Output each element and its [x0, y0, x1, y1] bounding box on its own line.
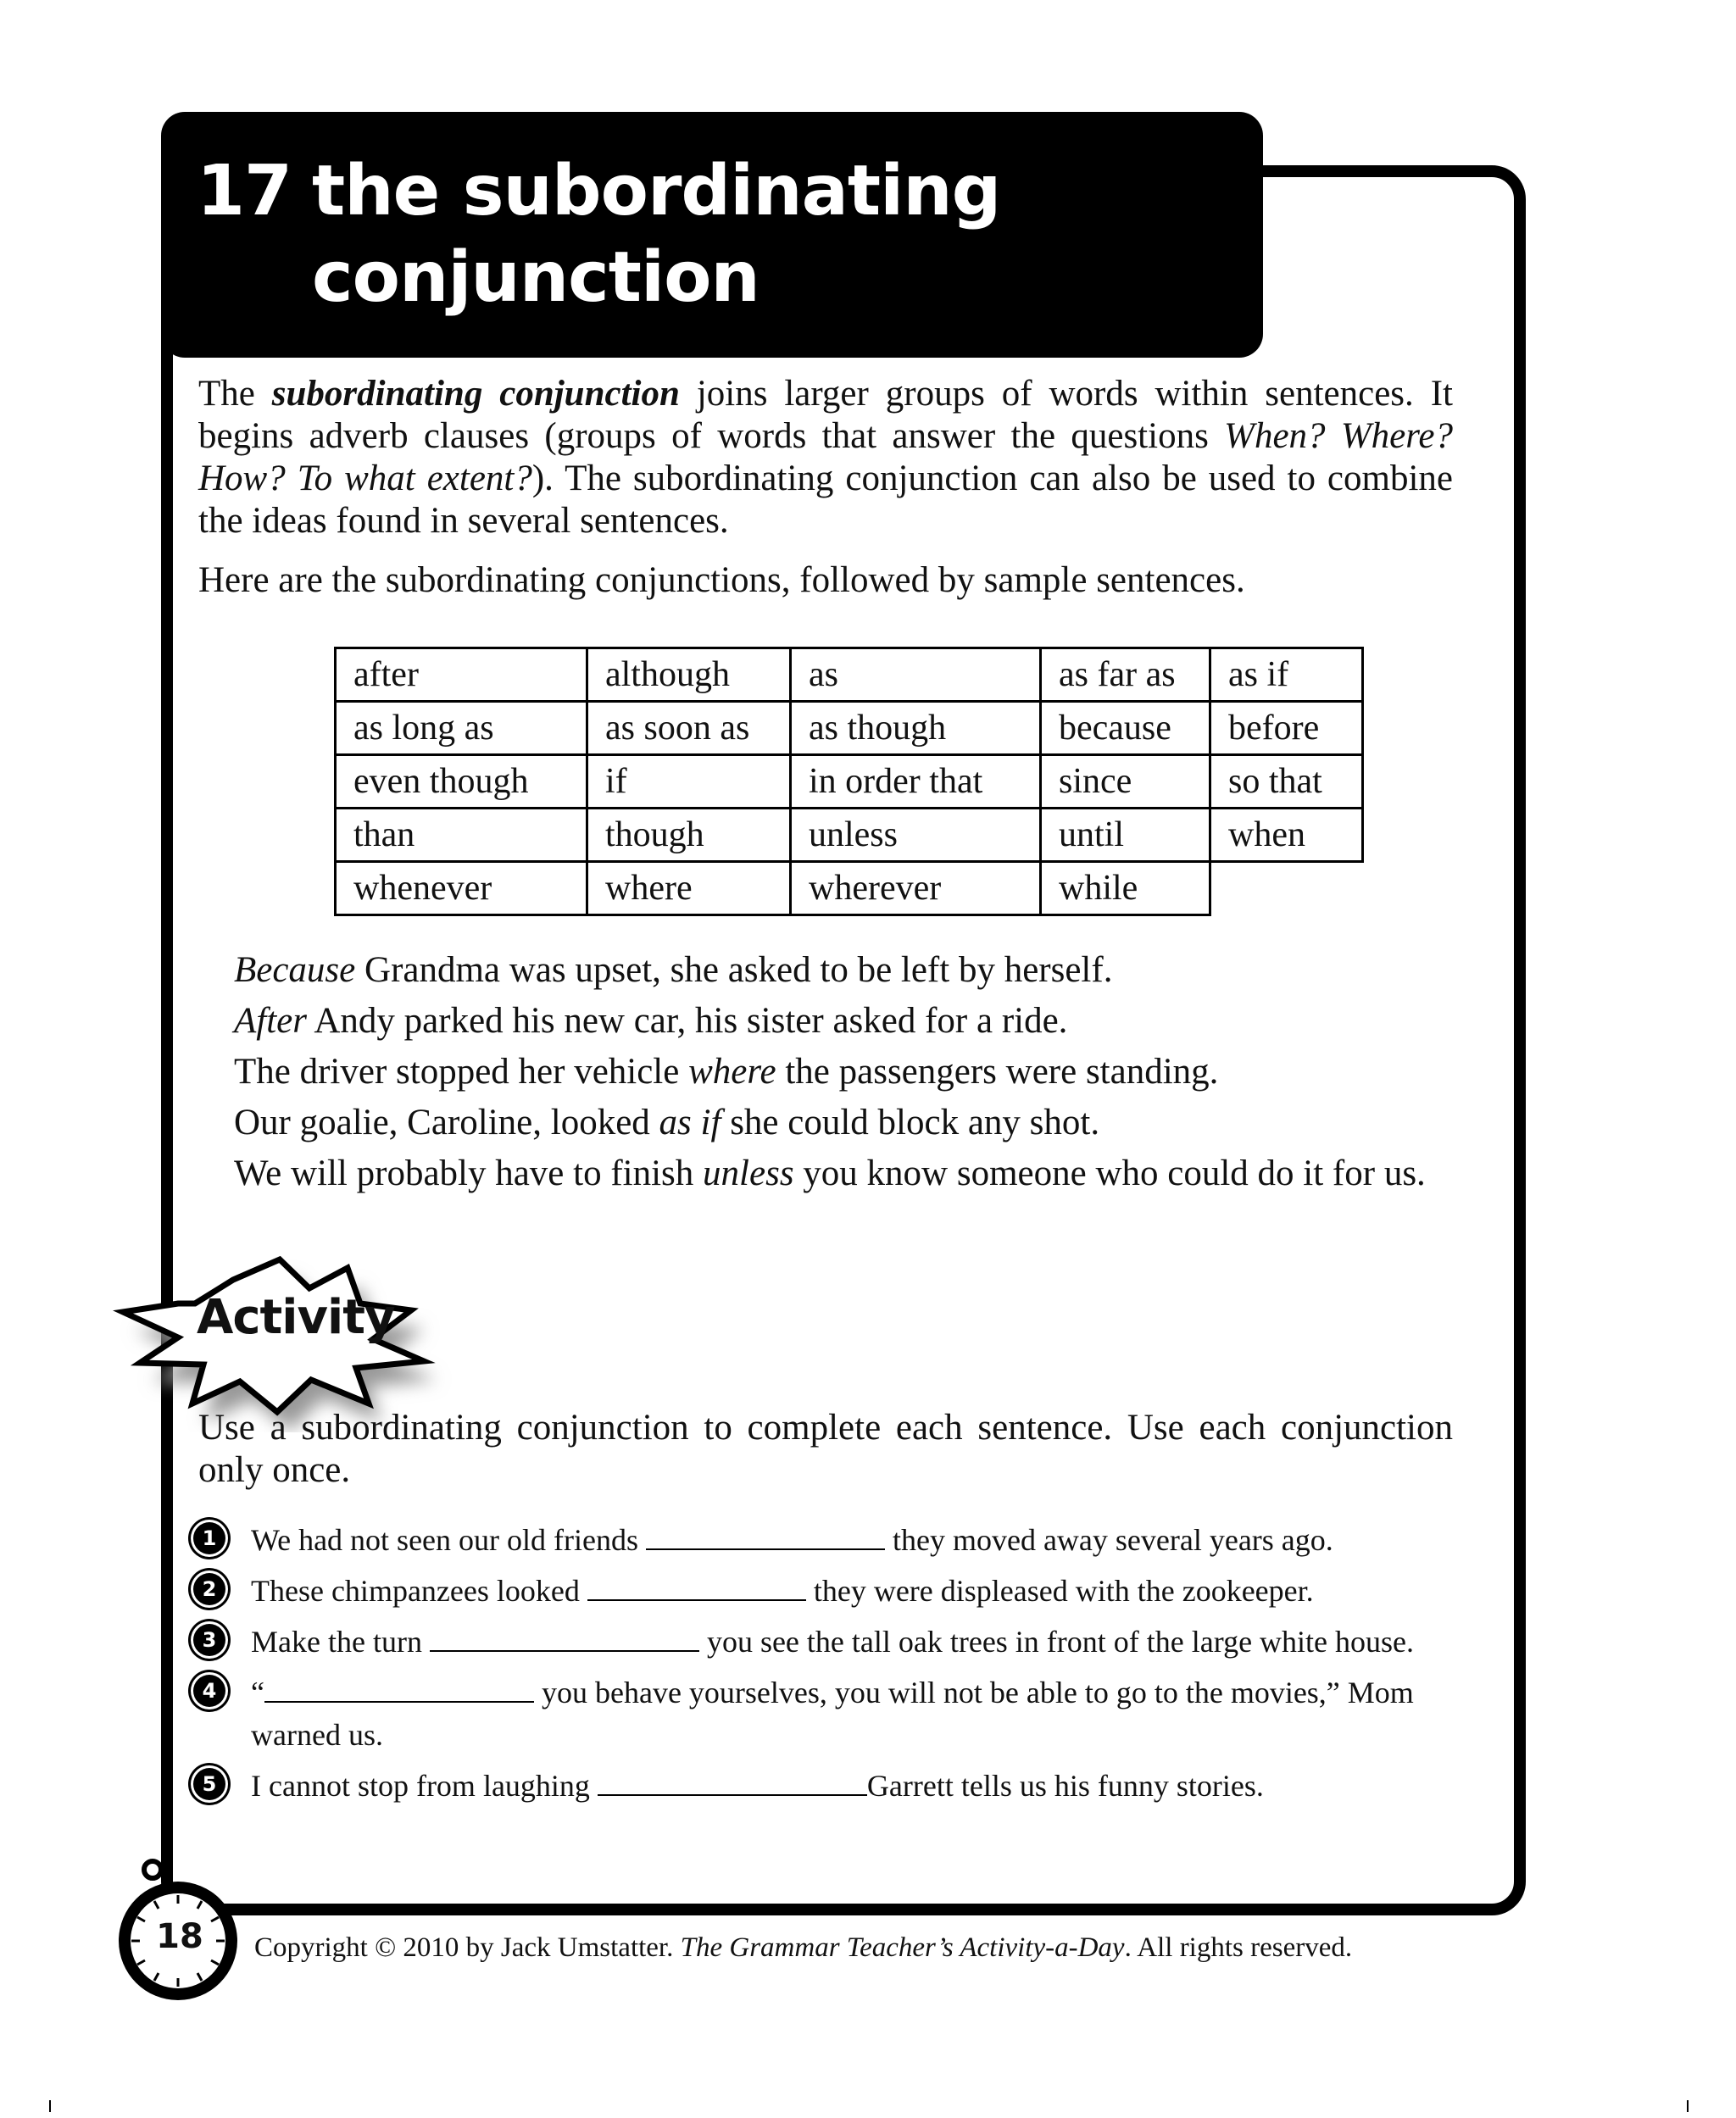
page-number: 18: [156, 1917, 203, 1956]
example-conjunction: as if: [659, 1103, 721, 1142]
answer-blank[interactable]: [587, 1572, 806, 1601]
table-cell: when: [1210, 809, 1363, 862]
exercise-number: 2: [193, 1573, 225, 1605]
example-conjunction: Because: [234, 950, 356, 990]
table-cell: as though: [791, 702, 1041, 755]
table-cell: since: [1041, 755, 1210, 809]
table-cell: unless: [791, 809, 1041, 862]
table-cell: because: [1041, 702, 1210, 755]
exercise-text: Make the turn: [251, 1625, 430, 1659]
lesson-number: 17: [197, 151, 292, 231]
example-conjunction: where: [688, 1052, 776, 1092]
example-conjunction: After: [234, 1001, 307, 1041]
example-sentence: [234, 1051, 1446, 1093]
example-text: the passengers were standing.: [776, 1052, 1219, 1092]
answer-blank[interactable]: [430, 1623, 699, 1652]
example-sentence: [234, 1153, 1446, 1195]
exercise-text: you see the tall oak trees in front of the large white house.: [698, 1625, 1415, 1659]
crop-mark: [49, 2100, 51, 2112]
activity-heading: Activity: [197, 1290, 395, 1345]
table-cell: although: [587, 648, 791, 702]
table-row: [336, 809, 1363, 862]
table-cell: whenever: [336, 862, 587, 915]
intro-text-mid: joins larger groups of words within sentences. It begins adverb clauses (groups of words that answer the questions: [198, 374, 1453, 456]
example-sentence: [234, 949, 1446, 992]
activity-instructions: Use a subordinating conjunction to complete each sentence. Use each conjunction only once.: [198, 1408, 1453, 1490]
table-row: [336, 648, 1363, 702]
example-text: The driver stopped her vehicle: [234, 1052, 689, 1092]
table-cell: so that: [1210, 755, 1363, 809]
table-cell: as: [791, 648, 1041, 702]
example-conjunction: unless: [703, 1154, 794, 1193]
exercise-text: you behave yourselves, you will not be able to go to the movies,” Mom warned us.: [251, 1676, 1414, 1752]
table-cell: as if: [1210, 648, 1363, 702]
exercise-text: they were displeased with the zookeeper.: [805, 1574, 1314, 1608]
crop-mark: [1687, 2100, 1689, 2112]
example-sentences: [234, 949, 1446, 1204]
table-cell: as soon as: [587, 702, 791, 755]
exercise-text: We had not seen our old friends: [251, 1523, 646, 1557]
table-cell: as long as: [336, 702, 587, 755]
table-cell: as far as: [1041, 648, 1210, 702]
exercise-number: 5: [193, 1768, 225, 1800]
example-text: you know someone who could do it for us.: [793, 1154, 1426, 1193]
exercise-text: “: [251, 1676, 264, 1709]
table-row: [336, 702, 1363, 755]
intro-text-end: ). The subordinating conjunction can also be used to combine the ideas found in several sentences.: [198, 459, 1453, 541]
table-cell: than: [336, 809, 587, 862]
book-title: The Grammar Teacher’s Activity-a-Day: [680, 1932, 1125, 1963]
table-cell: before: [1210, 702, 1363, 755]
example-text: Andy parked his new car, his sister asked for a ride.: [306, 1001, 1068, 1041]
answer-blank[interactable]: [646, 1521, 885, 1550]
table-cell: while: [1041, 862, 1210, 915]
exercise-item: [193, 1671, 1482, 1756]
example-sentence: [234, 1000, 1446, 1042]
intro-paragraph-2: Here are the subordinating conjunctions, followed by sample sentences.: [198, 560, 1245, 600]
conjunction-table: [334, 647, 1364, 916]
copyright-text: Copyright © 2010 by Jack Umstatter.: [254, 1932, 681, 1963]
exercise-text: Garrett tells us his funny stories.: [866, 1769, 1264, 1803]
table-cell: in order that: [791, 755, 1041, 809]
answer-blank[interactable]: [598, 1767, 867, 1796]
example-text: Grandma was upset, she asked to be left by herself.: [355, 950, 1113, 990]
intro-term: subordinating conjunction: [271, 374, 680, 414]
intro-text-start: The: [198, 374, 272, 414]
exercise-item: [193, 1765, 1482, 1807]
example-text: We will probably have to finish: [234, 1154, 704, 1193]
table-cell: though: [587, 809, 791, 862]
copyright-notice: [254, 1932, 1352, 1964]
table-cell: until: [1041, 809, 1210, 862]
exercise-text: they moved away several years ago.: [884, 1523, 1333, 1557]
example-text: she could block any shot.: [721, 1103, 1100, 1142]
answer-blank[interactable]: [264, 1674, 534, 1703]
table-cell: wherever: [791, 862, 1041, 915]
exercise-text: I cannot stop from laughing: [251, 1769, 598, 1803]
exercise-item: [193, 1620, 1482, 1663]
table-row: [336, 862, 1363, 915]
exercise-number: 3: [193, 1624, 225, 1656]
table-cell: if: [587, 755, 791, 809]
example-text: Our goalie, Caroline, looked: [234, 1103, 659, 1142]
table-cell-empty: [1210, 862, 1363, 915]
intro-questions: When? Where? How? To what extent?: [198, 416, 1453, 498]
example-sentence: [234, 1102, 1446, 1144]
exercise-item: [193, 1570, 1482, 1612]
table-cell: even though: [336, 755, 587, 809]
table-cell: where: [587, 862, 791, 915]
intro-paragraph: [198, 373, 1453, 542]
table-row: [336, 755, 1363, 809]
page-title: the subordinating conjunction: [312, 151, 1001, 318]
exercise-number: 1: [193, 1522, 225, 1554]
exercise-number: 4: [193, 1675, 225, 1707]
table-cell: after: [336, 648, 587, 702]
exercise-list: [193, 1519, 1482, 1815]
copyright-text: . All rights reserved.: [1124, 1932, 1353, 1963]
exercise-item: [193, 1519, 1482, 1561]
exercise-text: These chimpanzees looked: [251, 1574, 587, 1608]
